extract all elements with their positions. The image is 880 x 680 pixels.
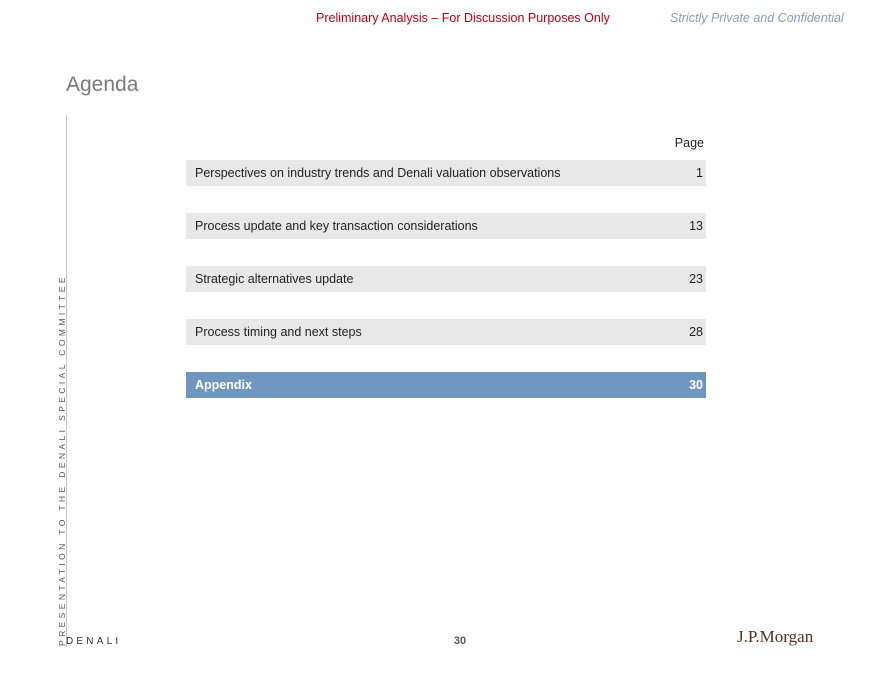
footer-page-number: 30 xyxy=(453,635,467,647)
page-title: Agenda xyxy=(66,73,139,96)
jpmorgan-logo: J.P.Morgan xyxy=(737,627,814,646)
agenda-item-label: Appendix xyxy=(195,378,252,392)
page-column-header: Page xyxy=(674,136,704,150)
agenda-item-page: 13 xyxy=(689,219,703,233)
side-presentation-label: PRESENTATION TO THE DENALI SPECIAL COMMITTEE xyxy=(57,274,67,646)
agenda-row xyxy=(186,266,706,292)
agenda-item-label: Perspectives on industry trends and Denali valuation observations xyxy=(195,166,561,180)
agenda-row xyxy=(186,319,706,345)
agenda-item-label: Process timing and next steps xyxy=(195,325,362,339)
preliminary-notice: Preliminary Analysis – For Discussion Purposes Only xyxy=(316,11,610,25)
agenda-item-label: Process update and key transaction considerations xyxy=(195,219,478,233)
agenda-item-label: Strategic alternatives update xyxy=(195,272,354,286)
agenda-item-page: 30 xyxy=(689,378,703,392)
agenda-row-active xyxy=(186,372,706,398)
agenda-item-page: 28 xyxy=(689,325,703,339)
agenda-row xyxy=(186,213,706,239)
confidentiality-notice: Strictly Private and Confidential xyxy=(670,11,844,25)
agenda-item-page: 1 xyxy=(696,166,703,180)
agenda-item-page: 23 xyxy=(689,272,703,286)
footer-project-name: DENALI xyxy=(66,636,122,647)
agenda-row xyxy=(186,160,706,186)
